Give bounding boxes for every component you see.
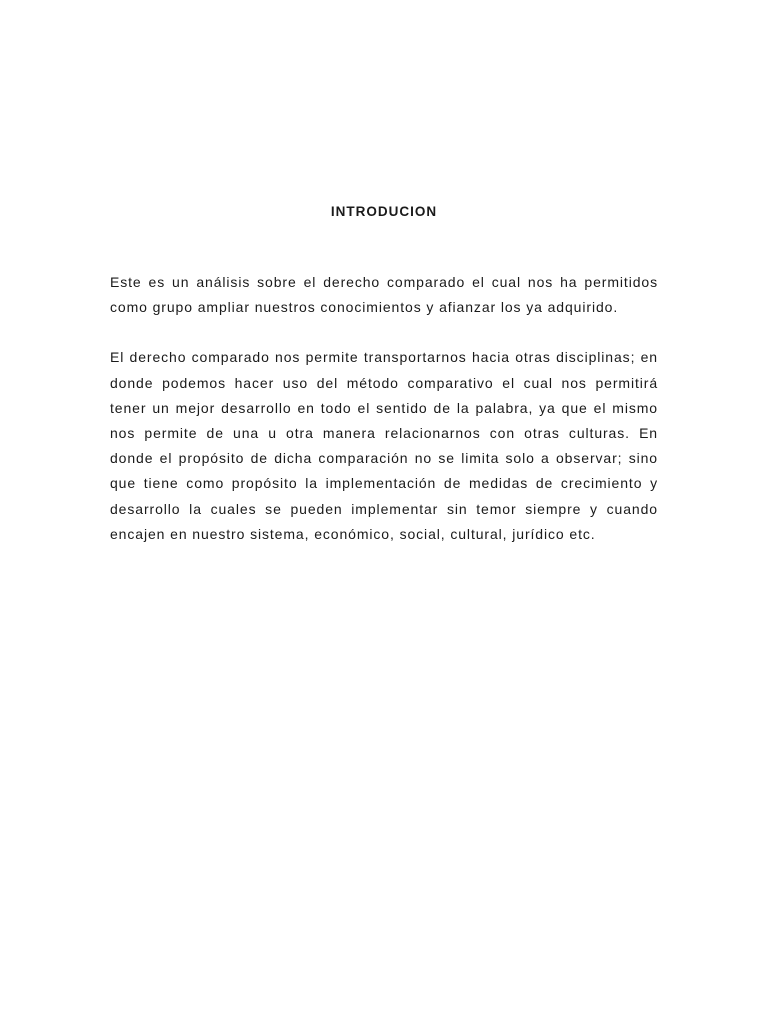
paragraph-derecho-comparado: El derecho comparado nos permite transportarnos hacia otras disciplinas; en donde podemos hacer uso del método comparativo el cual nos permitirá tener un mejor desarrollo en todo el sentido de la palabra, ya que el mismo nos permite de una u otra manera relacionarnos con otras culturas. En donde el propósito de dicha comparación no se limita solo a observar; sino que tiene como propósito la implementación de medidas de crecimiento y desarrollo la cuales se pueden implementar sin temor siempre y cuando encajen en nuestro sistema, económico, social, cultural, jurídico etc. [110, 349, 658, 542]
paragraph-intro: Este es un análisis sobre el derecho comparado el cual nos ha permitidos como grupo ampliar nuestros conocimientos y afianzar los ya adquirido. [110, 274, 658, 316]
document-title: INTRODUCION [330, 204, 438, 219]
document-body [110, 270, 658, 572]
